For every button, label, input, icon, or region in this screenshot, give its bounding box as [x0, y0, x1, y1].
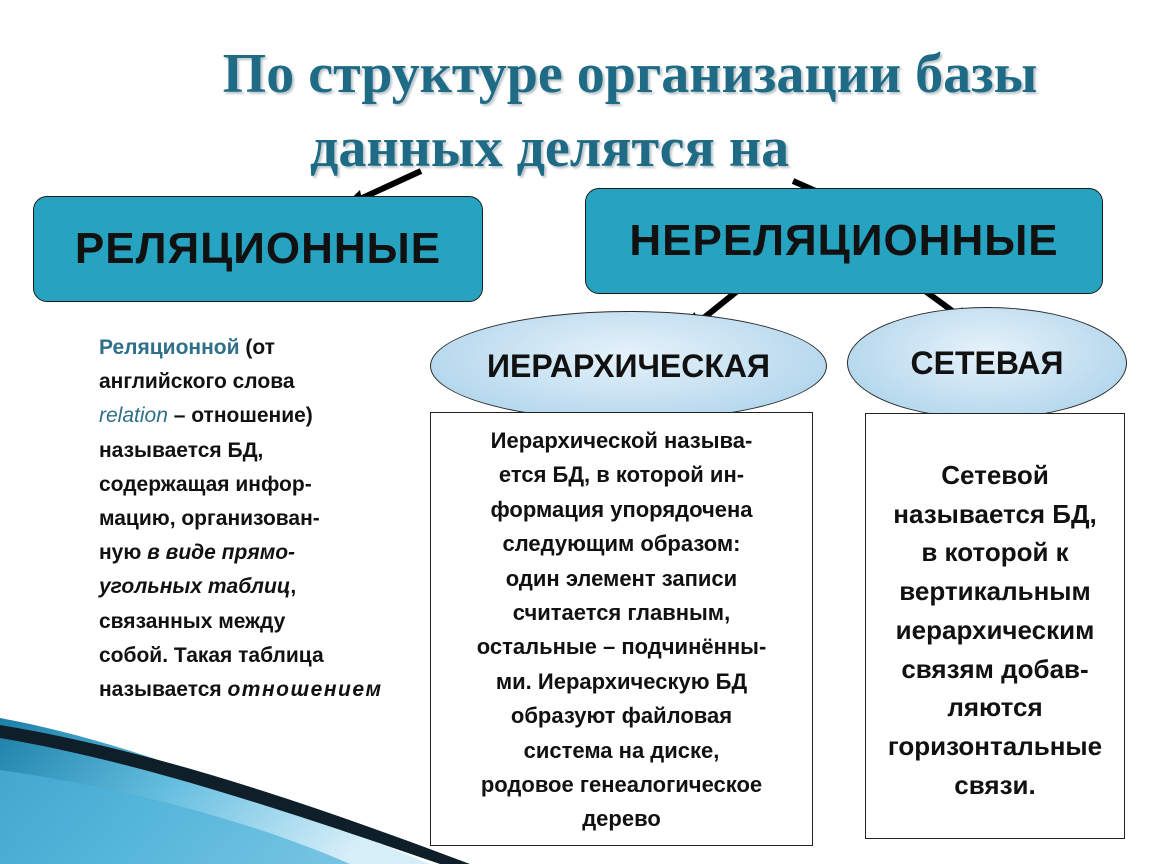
page-title-line-2: данных делятся на	[310, 117, 790, 179]
desc-line: дерево	[582, 806, 661, 832]
desc-line: в которой к	[921, 537, 1069, 568]
page-title-line-1: По структуре организации базы	[222, 43, 1038, 105]
network-label: СЕТЕВАЯ	[910, 344, 1064, 381]
desc-line: Сетевой	[941, 460, 1049, 490]
desc-line: угольных таблиц,	[99, 575, 297, 599]
desc-line: ную в виде прямо-	[99, 541, 296, 565]
desc-line: Иерархической называ-	[490, 428, 753, 453]
relation-word: отношением	[227, 678, 383, 702]
desc-line: связям добав-	[901, 653, 1089, 684]
desc-line: содержащая инфор-	[99, 472, 312, 496]
desc-line: собой. Такая таблица	[99, 643, 324, 667]
network-ellipse	[847, 307, 1127, 419]
desc-line: связанных между	[99, 609, 286, 633]
desc-line: английского слова	[99, 370, 295, 394]
hierarchical-ellipse	[430, 311, 827, 421]
desc-line: называется отношением	[99, 678, 383, 702]
desc-line: ляются	[947, 692, 1043, 723]
desc-line: называется БД,	[893, 498, 1097, 529]
desc-line: формация упорядочена	[490, 496, 753, 522]
desc-line: ется БД, в которой ин-	[498, 462, 745, 488]
desc-line: следующим образом:	[502, 531, 741, 557]
desc-line: система на диске,	[523, 737, 720, 763]
network-description	[865, 413, 1125, 839]
desc-line: связи.	[954, 769, 1036, 800]
desc-line: остальные – подчинённы-	[476, 634, 767, 660]
desc-line: relation – отношение)	[99, 404, 313, 428]
desc-line: мацию, организован-	[99, 507, 320, 531]
relational-label: РЕЛЯЦИОННЫЕ	[74, 224, 442, 273]
nonrelational-label: НЕРЕЛЯЦИОННЫЕ	[629, 216, 1059, 265]
desc-line: один элемент записи	[505, 565, 738, 591]
desc-line: иерархическим	[895, 614, 1095, 645]
hierarchical-description	[430, 412, 813, 846]
desc-line: Реляционной (от	[99, 336, 275, 359]
hierarchical-label: ИЕРАРХИЧЕСКАЯ	[486, 347, 771, 384]
relational-description	[99, 331, 439, 707]
desc-line: вертикальным	[899, 576, 1091, 607]
relational-term: Реляционной	[99, 336, 240, 359]
desc-line: образуют файловая	[510, 703, 733, 729]
desc-line: родовое генеалогическое	[480, 772, 763, 798]
relation-term: relation	[99, 404, 168, 428]
desc-line: горизонтальные	[887, 730, 1103, 761]
desc-line: ми. Иерархическую БД	[495, 668, 748, 694]
nonrelational-box	[585, 188, 1103, 294]
desc-line: называется БД,	[99, 438, 264, 462]
desc-line: считается главным,	[512, 600, 731, 626]
relational-box	[33, 196, 483, 302]
